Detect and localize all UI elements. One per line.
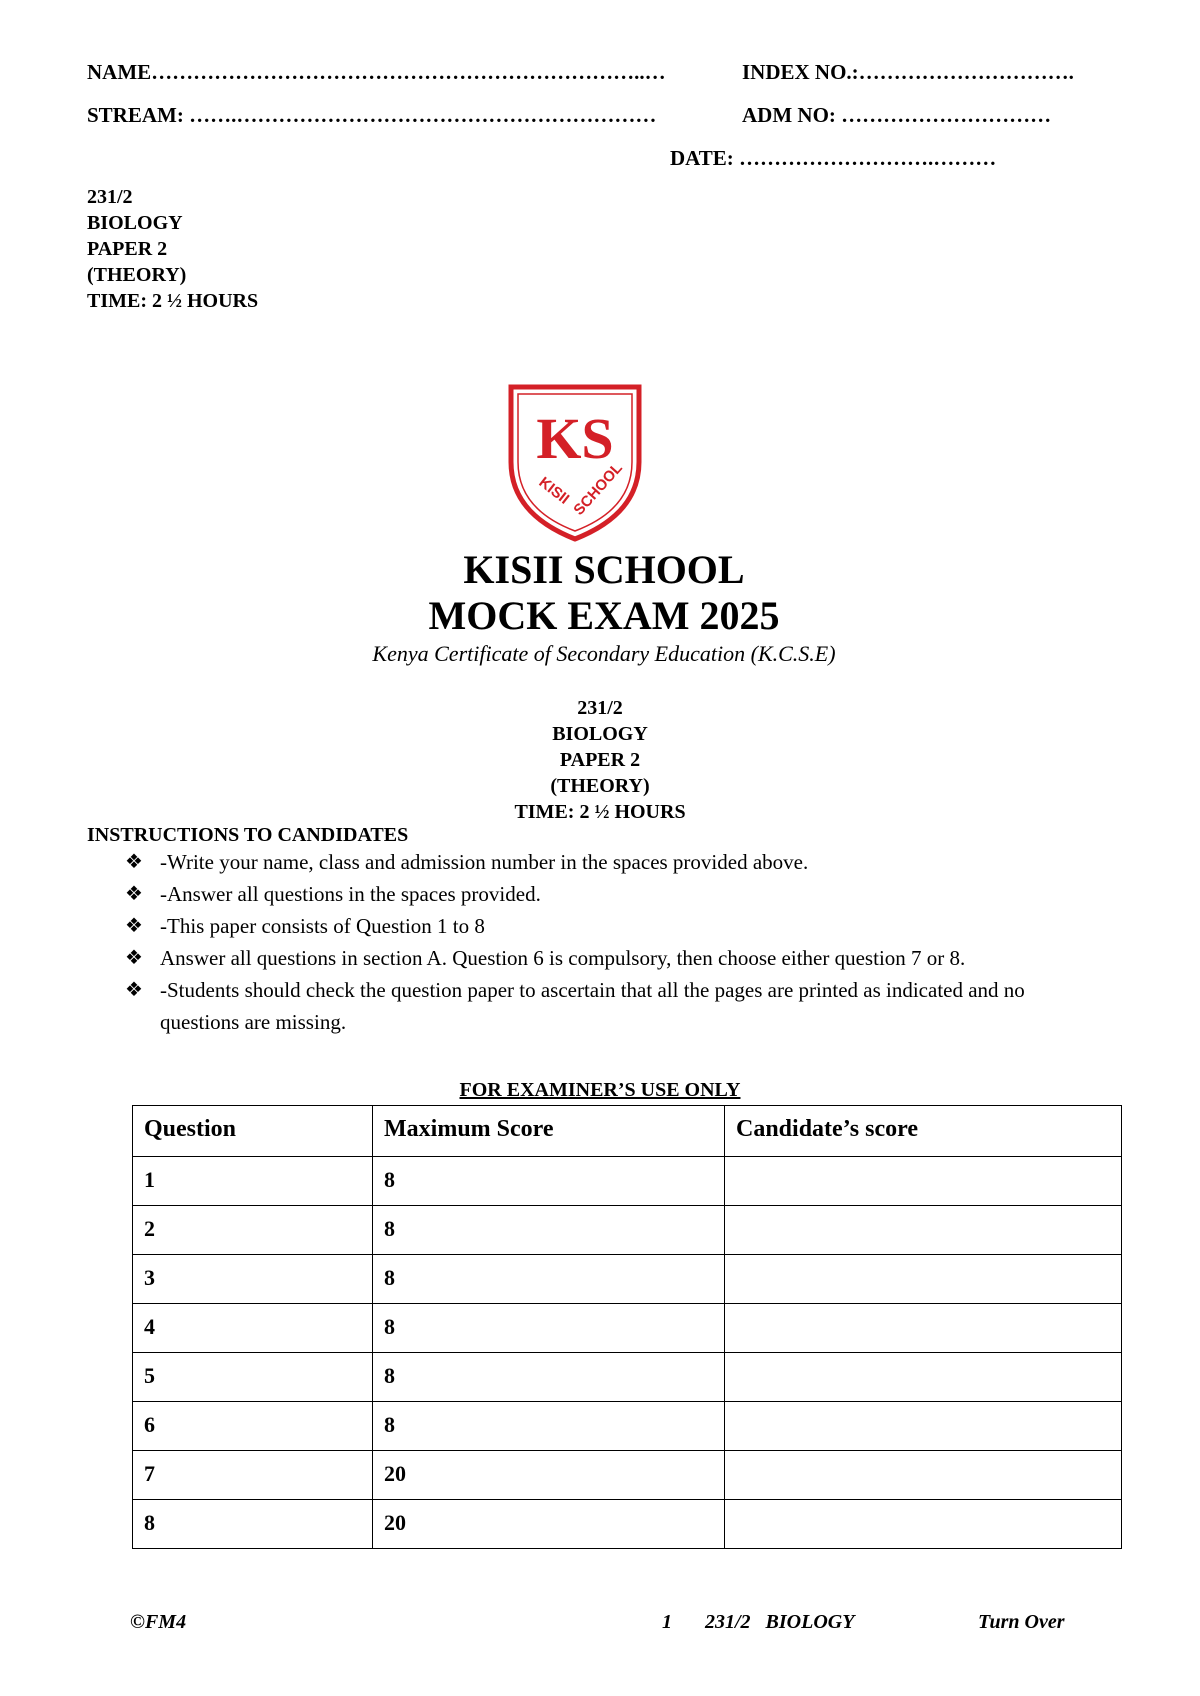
- question-cell: 5: [133, 1353, 373, 1402]
- crest-text-left: KISII: [535, 473, 573, 508]
- table-row: [133, 1402, 1122, 1451]
- index-no-field: INDEX NO.:………………………….: [742, 60, 1074, 84]
- max-score-cell: 8: [373, 1157, 725, 1206]
- paper-info-center: [0, 695, 1200, 825]
- question-cell: 1: [133, 1157, 373, 1206]
- paper-subject: BIOLOGY: [87, 212, 183, 234]
- table-row: [133, 1500, 1122, 1549]
- candidate-score-cell[interactable]: [725, 1157, 1122, 1206]
- exam-title: MOCK EXAM 2025: [428, 593, 780, 638]
- diamond-bullet-icon: ❖: [125, 979, 143, 1001]
- candidate-score-cell[interactable]: [725, 1402, 1122, 1451]
- max-score-cell: 20: [373, 1451, 725, 1500]
- stream-field: STREAM: …….……………………………………………………: [87, 103, 657, 127]
- title-block: [0, 547, 1200, 667]
- instruction-item: ❖ -Write your name, class and admission number in the spaces provided above.: [87, 846, 1107, 878]
- max-score-cell: 8: [373, 1304, 725, 1353]
- instruction-item: ❖ -Students should check the question paper to ascertain that all the pages are printed as indicated and no questions are missing.: [87, 974, 1107, 1038]
- table-header-row: [133, 1106, 1122, 1157]
- question-cell: 8: [133, 1500, 373, 1549]
- candidate-score-cell[interactable]: [725, 1451, 1122, 1500]
- question-cell: 2: [133, 1206, 373, 1255]
- candidate-score-cell[interactable]: [725, 1500, 1122, 1549]
- paper-time: TIME: 2 ½ HOURS: [87, 290, 259, 312]
- max-score-cell: 8: [373, 1402, 725, 1451]
- footer-turn-over: Turn Over: [978, 1611, 1065, 1633]
- paper-time-center: TIME: 2 ½ HOURS: [514, 801, 686, 823]
- table-row: [133, 1353, 1122, 1402]
- candidate-score-cell[interactable]: [725, 1206, 1122, 1255]
- instruction-item: ❖ -This paper consists of Question 1 to 8: [87, 910, 1107, 942]
- table-row: [133, 1451, 1122, 1500]
- diamond-bullet-icon: ❖: [125, 947, 143, 969]
- score-table: [132, 1105, 1122, 1549]
- table-row: [133, 1255, 1122, 1304]
- table-row: [133, 1206, 1122, 1255]
- paper-code: 231/2: [87, 186, 133, 208]
- date-field: DATE: ……………………….………: [670, 146, 997, 170]
- instructions-heading: INSTRUCTIONS TO CANDIDATES: [87, 824, 409, 846]
- diamond-bullet-icon: ❖: [125, 883, 143, 905]
- diamond-bullet-icon: ❖: [125, 915, 143, 937]
- school-name: KISII SCHOOL: [463, 547, 745, 592]
- school-crest-logo: [508, 384, 642, 542]
- question-cell: 6: [133, 1402, 373, 1451]
- adm-no-field: ADM NO: …………………………: [742, 103, 1052, 127]
- header-question: Question: [133, 1106, 373, 1157]
- candidate-score-cell[interactable]: [725, 1304, 1122, 1353]
- exam-subtitle: Kenya Certificate of Secondary Education (K.C.S.E): [372, 641, 836, 666]
- crest-text-right: SCHOOL: [570, 459, 626, 519]
- candidate-score-cell[interactable]: [725, 1353, 1122, 1402]
- max-score-cell: 8: [373, 1206, 725, 1255]
- question-cell: 7: [133, 1451, 373, 1500]
- paper-type-center: (THEORY): [550, 775, 650, 797]
- header-candidate-score: Candidate’s score: [725, 1106, 1122, 1157]
- paper-type: (THEORY): [87, 264, 187, 286]
- footer-copyright: ©FM4: [130, 1611, 187, 1633]
- table-row: [133, 1304, 1122, 1353]
- instruction-item: ❖ -Answer all questions in the spaces provided.: [87, 878, 1107, 910]
- paper-number-center: PAPER 2: [559, 749, 641, 771]
- footer-code-subject: 231/2 BIOLOGY: [705, 1611, 855, 1633]
- paper-info-top: [87, 184, 258, 314]
- paper-subject-center: BIOLOGY: [552, 723, 648, 745]
- crest-letters: KS: [536, 406, 614, 471]
- diamond-bullet-icon: ❖: [125, 851, 143, 873]
- footer-page-number: 1: [662, 1611, 672, 1633]
- question-cell: 3: [133, 1255, 373, 1304]
- max-score-cell: 8: [373, 1255, 725, 1304]
- max-score-cell: 20: [373, 1500, 725, 1549]
- paper-number: PAPER 2: [87, 238, 168, 260]
- examiner-caption: FOR EXAMINER’S USE ONLY: [459, 1079, 741, 1101]
- instruction-item: ❖ Answer all questions in section A. Question 6 is compulsory, then choose either question 7 or 8.: [87, 942, 1107, 974]
- max-score-cell: 8: [373, 1353, 725, 1402]
- table-row: [133, 1157, 1122, 1206]
- name-field: NAME……………………………………………………………..…: [87, 60, 666, 84]
- paper-code-center: 231/2: [577, 697, 623, 719]
- question-cell: 4: [133, 1304, 373, 1353]
- header-max-score: Maximum Score: [373, 1106, 725, 1157]
- candidate-score-cell[interactable]: [725, 1255, 1122, 1304]
- instructions-list: [87, 846, 1107, 1038]
